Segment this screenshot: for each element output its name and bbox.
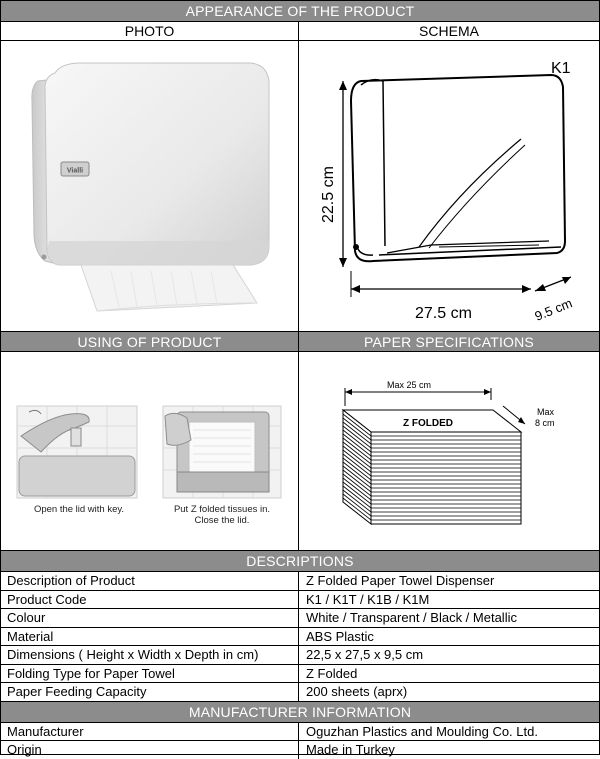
table-row	[1, 609, 599, 628]
table-row	[1, 741, 599, 759]
row-label: Manufacturer	[1, 723, 299, 741]
usage-instructions	[1, 352, 299, 550]
manufacturer-table	[1, 723, 599, 759]
paper-depth-label-line2: 8 cm	[535, 418, 555, 428]
appearance-labels-row	[1, 22, 599, 41]
descriptions-header: DESCRIPTIONS	[1, 551, 599, 572]
dispenser-photo-illustration	[1, 41, 299, 331]
row-value: Oguzhan Plastics and Moulding Co. Ltd.	[306, 723, 538, 739]
row-value: 22,5 x 27,5 x 9,5 cm	[306, 647, 424, 662]
appearance-images-row	[1, 41, 599, 332]
row-value: White / Transparent / Black / Metallic	[306, 610, 517, 625]
table-row	[1, 723, 599, 742]
row-label: Dimensions ( Height x Width x Depth in cm)	[1, 646, 299, 664]
step1-caption: Open the lid with key.	[33, 504, 125, 515]
step2-caption-line1: Put Z folded tissues in.	[173, 504, 271, 515]
model-code: K1	[551, 60, 571, 77]
row-value: 200 sheets (aprx)	[306, 684, 408, 699]
paper-specifications	[299, 352, 599, 550]
table-row	[1, 646, 599, 665]
paper-stack-drawing	[299, 352, 599, 550]
schema-label: SCHEMA	[419, 23, 479, 39]
row-label: Colour	[1, 609, 299, 627]
row-label: Paper Feeding Capacity	[1, 683, 299, 701]
row-label: Product Code	[1, 591, 299, 609]
brand-badge: Vialli	[66, 167, 84, 175]
paper-stack-label: Z FOLDED	[403, 418, 453, 429]
table-row	[1, 591, 599, 610]
product-schema	[299, 41, 599, 331]
usage-header-row	[1, 332, 599, 352]
photo-label: PHOTO	[1, 22, 299, 40]
row-label: Origin	[1, 741, 299, 759]
paper-depth-label-line1: Max	[537, 407, 555, 417]
manufacturer-header: MANUFACTURER INFORMATION	[1, 702, 599, 723]
paper-width-label: Max 25 cm	[387, 380, 432, 390]
row-label: Description of Product	[1, 572, 299, 590]
row-value: ABS Plastic	[306, 628, 374, 644]
dispenser-schema-drawing	[299, 41, 599, 331]
step2-caption-line2: Close the lid.	[194, 515, 250, 526]
table-row	[1, 683, 599, 702]
row-value: K1 / K1T / K1B / K1M	[306, 591, 430, 607]
row-value: Z Folded	[306, 665, 358, 681]
row-label: Folding Type for Paper Towel	[1, 665, 299, 683]
width-dimension: 27.5 cm	[415, 305, 472, 322]
usage-content-row	[1, 352, 599, 551]
row-value: Made in Turkey	[306, 742, 395, 757]
row-label: Material	[1, 628, 299, 646]
table-row	[1, 665, 599, 684]
paper-spec-header: PAPER SPECIFICATIONS	[299, 332, 599, 352]
height-dimension: 22.5 cm	[320, 166, 337, 223]
table-row	[1, 628, 599, 647]
using-header: USING OF PRODUCT	[1, 332, 299, 352]
depth-dimension: 9.5 cm	[532, 295, 575, 324]
row-value: Z Folded Paper Towel Dispenser	[306, 573, 495, 588]
appearance-header: APPEARANCE OF THE PRODUCT	[1, 1, 599, 22]
descriptions-table	[1, 572, 599, 702]
product-photo	[1, 41, 299, 331]
table-row	[1, 572, 599, 591]
